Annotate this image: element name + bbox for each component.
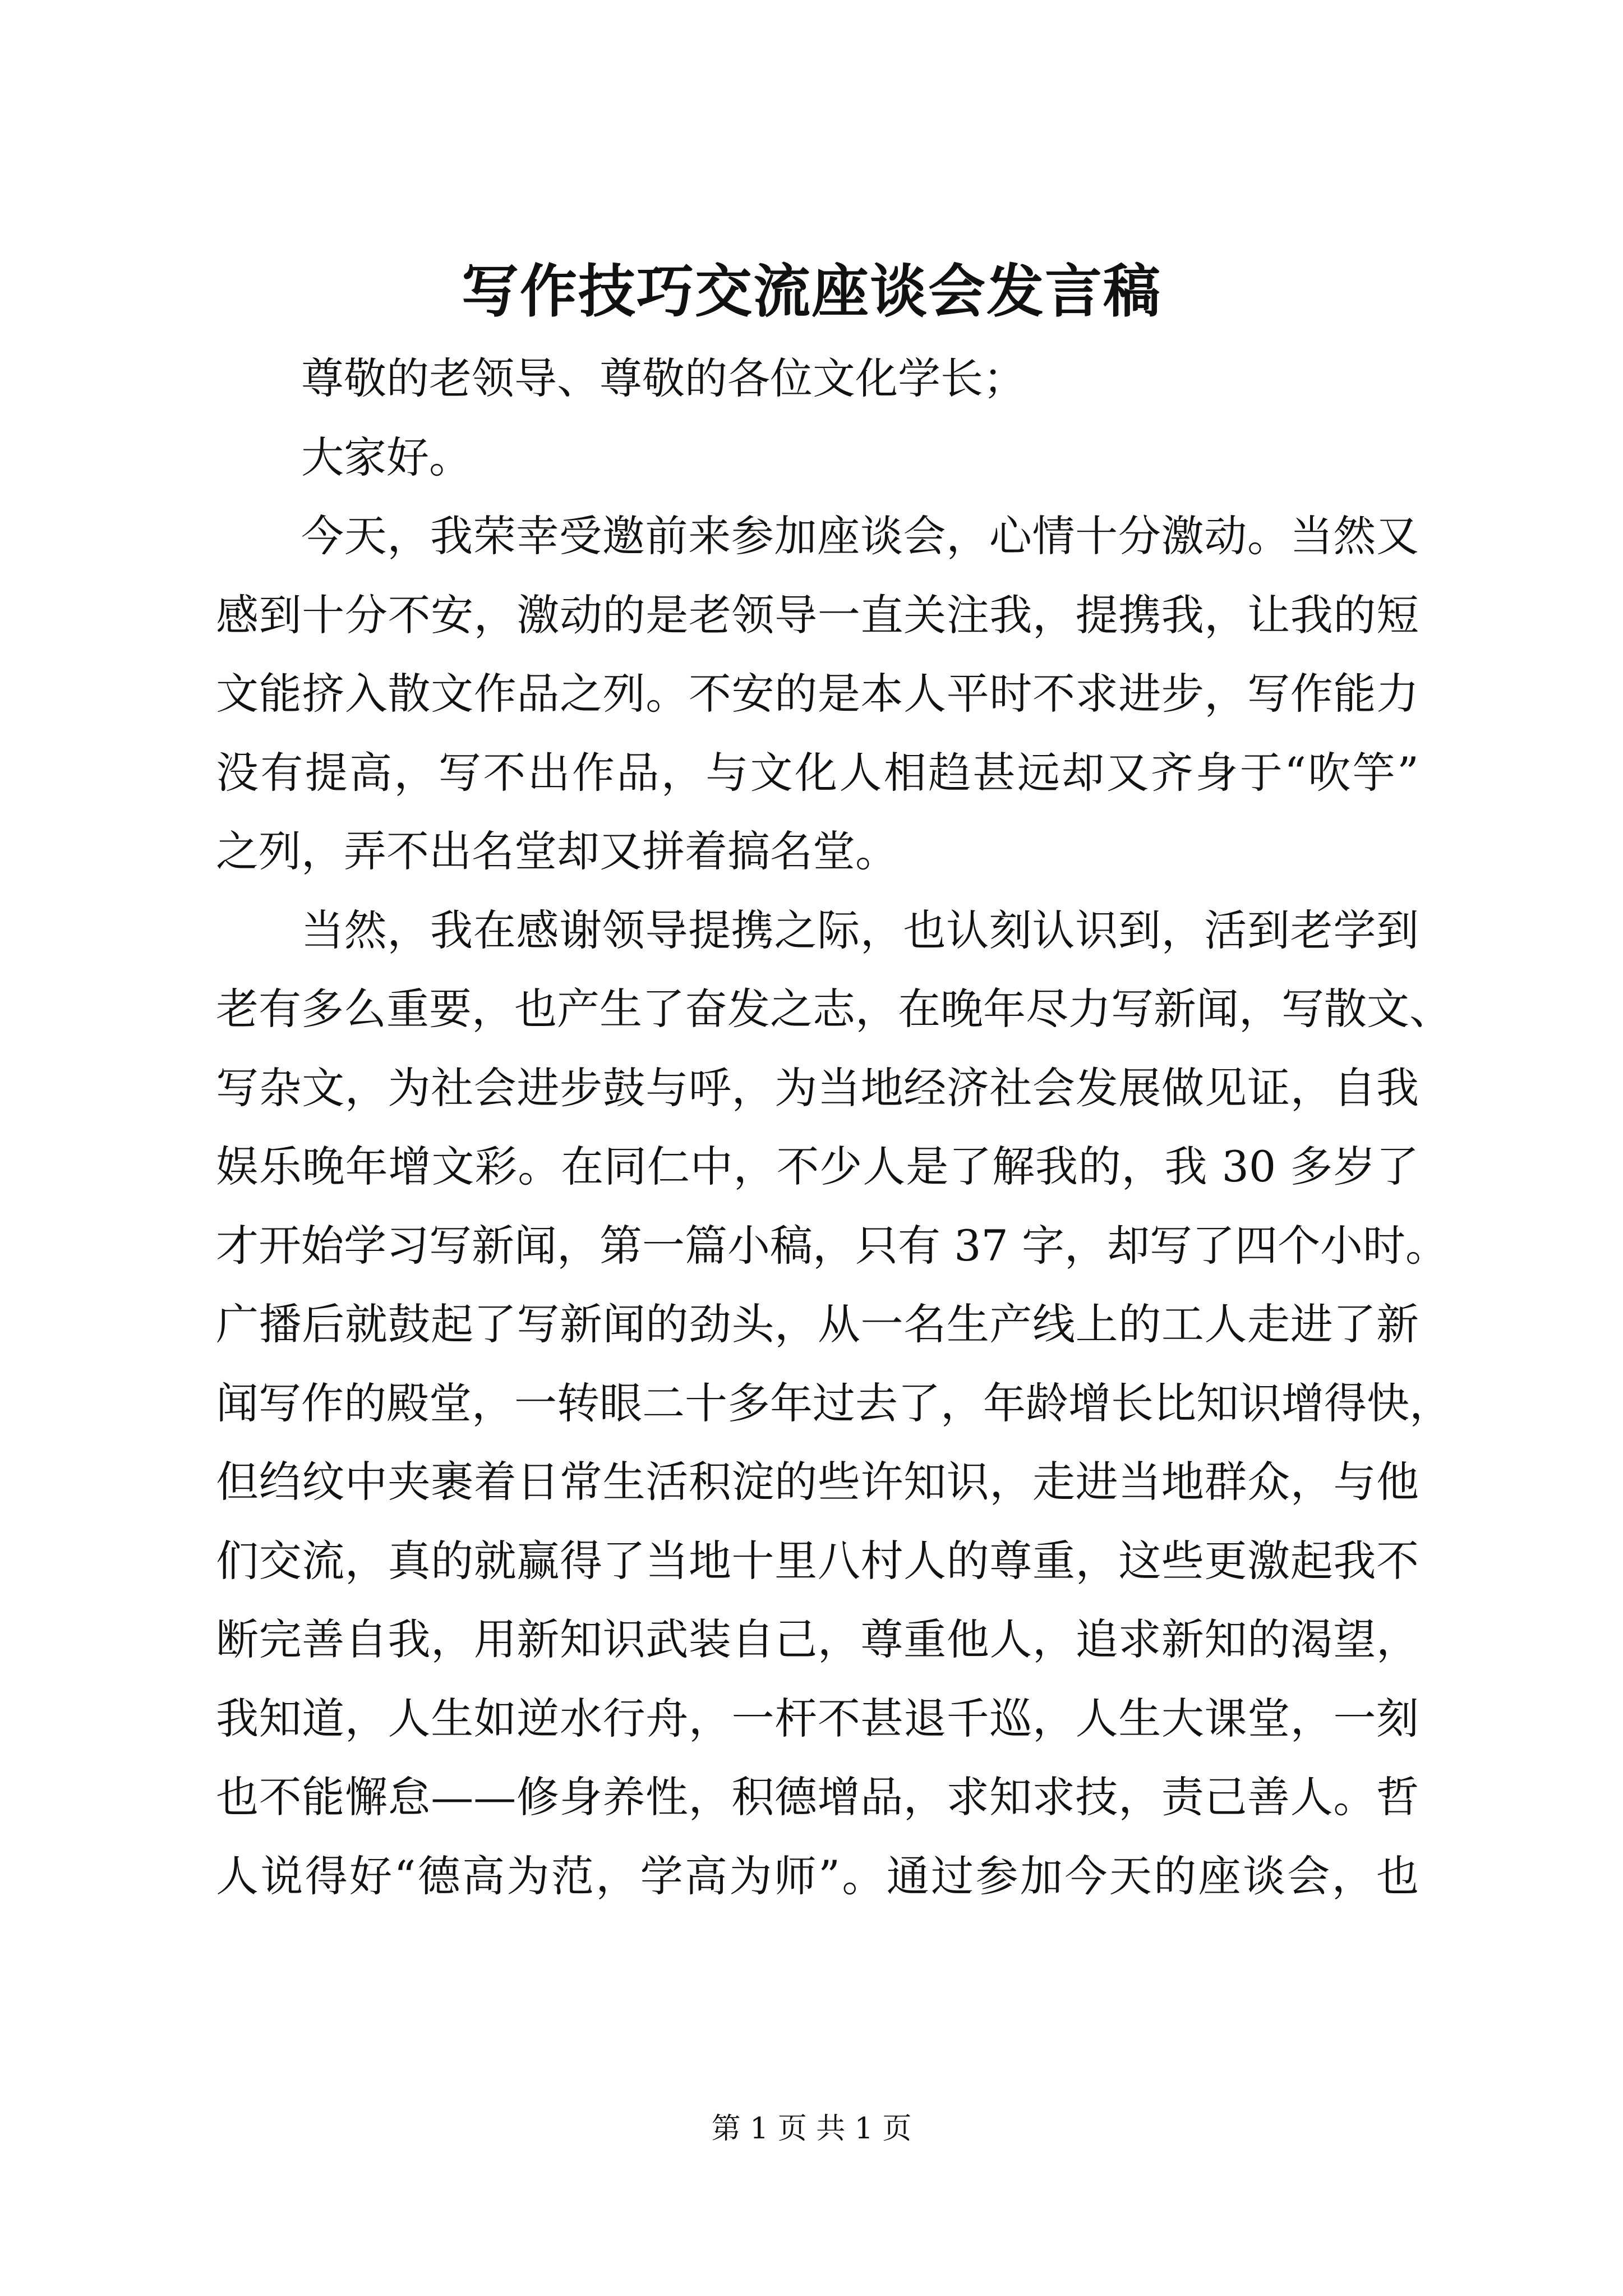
body-line: 才开始学习写新闻，第一篇小稿，只有 37 字，却写了四个小时。 (216, 1220, 1449, 1271)
body-line: 感到十分不安，激动的是老领导一直关注我，提携我，让我的短 (216, 590, 1419, 640)
body-line: 我知道，人生如逆水行舟，一杆不甚退千巡，人生大课堂，一刻 (216, 1693, 1419, 1743)
body-line: 老有多么重要，也产生了奋发之志，在晚年尽力写新闻，写散文、 (216, 984, 1452, 1034)
body-line: 闻写作的殿堂，一转眼二十多年过去了，年龄增长比知识增得快， (216, 1378, 1452, 1428)
body-line: 娱乐晚年增文彩。在同仁中，不少人是了解我的，我 30 多岁了 (216, 1142, 1419, 1191)
document-title: 写作技巧交流座谈会发言稿 (462, 258, 1161, 325)
body-line: 们交流，真的就赢得了当地十里八村人的尊重，这些更激起我不 (216, 1535, 1419, 1586)
body-line: 也不能懈怠——修身养性，积德增品，求知求技，责己善人。哲 (216, 1772, 1419, 1822)
body-line: 写杂文，为社会进步鼓与呼，为当地经济社会发展做见证，自我 (216, 1062, 1419, 1113)
page-footer: 第 1 页 共 1 页 (711, 2112, 912, 2146)
body-line: 断完善自我，用新知识武装自己，尊重他人，追求新知的渴望， (216, 1614, 1419, 1664)
body-line: 但绉纹中夹裹着日常生活积淀的些许知识，走进当地群众，与他 (216, 1457, 1419, 1507)
body-line: 人说得好“德高为范，学高为师”。通过参加今天的座谈会，也 (216, 1851, 1419, 1901)
body-line: 之列，弄不出名堂却又拼着搞名堂。 (216, 826, 898, 876)
body-line: 没有提高，写不出作品，与文化人相趋甚远却又齐身于“吹竽” (216, 747, 1419, 798)
document-body (216, 339, 1452, 1916)
body-line: 大家好。 (301, 432, 472, 482)
body-line: 文能挤入散文作品之列。不安的是本人平时不求进步，写作能力 (216, 669, 1419, 719)
body-line: 当然，我在感谢领导提携之际，也认刻认识到，活到老学到 (301, 905, 1419, 955)
body-line: 今天，我荣幸受邀前来参加座谈会，心情十分激动。当然又 (301, 511, 1419, 561)
body-line: 尊敬的老领导、尊敬的各位文化学长； (301, 353, 1026, 403)
body-line: 广播后就鼓起了写新闻的劲头，从一名生产线上的工人走进了新 (216, 1299, 1419, 1349)
